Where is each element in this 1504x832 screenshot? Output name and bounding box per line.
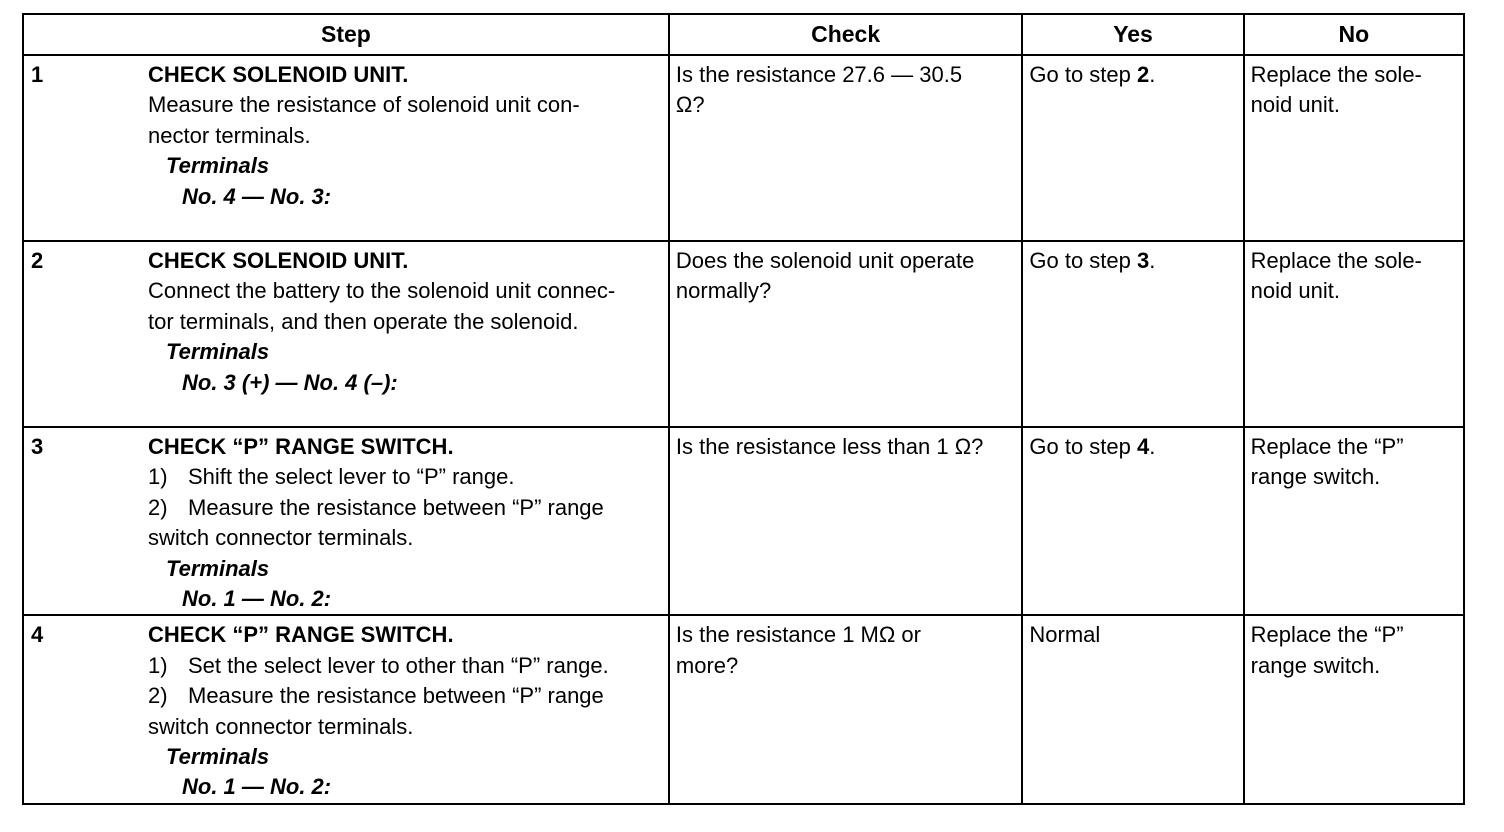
- terminals-value: No. 1 — No. 2:: [182, 774, 332, 800]
- no-text: Replace the “P”: [1250, 434, 1404, 459]
- no-text: noid unit.: [1250, 92, 1340, 118]
- no-text: Replace the sole-: [1250, 248, 1422, 273]
- no-text: Replace the “P”: [1250, 622, 1404, 648]
- table-row: [23, 427, 1464, 615]
- table-row: [23, 55, 1464, 241]
- diagnostic-table: [22, 13, 1465, 805]
- step-cell: [23, 241, 669, 427]
- yes-cell: [1022, 241, 1243, 427]
- check-text: normally?: [675, 278, 772, 304]
- no-text: Replace the sole-: [1250, 62, 1422, 87]
- terminals-label: Terminals: [166, 153, 270, 179]
- yes-cell: [1022, 55, 1243, 241]
- header-step: Step: [23, 14, 669, 55]
- header-check: Check: [669, 14, 1022, 55]
- check-text: Is the resistance 27.6 — 30.5: [675, 62, 963, 87]
- list-item: 2) Measure the resistance between “P” range: [148, 494, 604, 520]
- check-cell: [669, 615, 1022, 803]
- check-text: Is the resistance 1 MΩ or: [675, 622, 921, 648]
- table-row: [23, 615, 1464, 803]
- check-text: more?: [675, 652, 739, 678]
- step-cell: [23, 55, 669, 241]
- no-cell: [1244, 55, 1464, 241]
- step-number: 3: [31, 434, 44, 459]
- no-text: noid unit.: [1250, 278, 1340, 304]
- step-number: 4: [31, 622, 44, 648]
- step-text: Connect the battery to the solenoid unit connec-: [148, 278, 616, 304]
- step-title: CHECK “P” RANGE SWITCH.: [148, 622, 454, 648]
- step-title: CHECK SOLENOID UNIT.: [148, 248, 409, 273]
- no-text: range switch.: [1250, 652, 1381, 678]
- yes-text: Go to step 3.: [1029, 248, 1156, 273]
- terminals-value: No. 1 — No. 2:: [182, 586, 332, 612]
- step-text: Measure the resistance of solenoid unit con-: [148, 92, 580, 118]
- yes-step-link: 4: [1137, 434, 1150, 459]
- header-no: No: [1244, 14, 1464, 55]
- terminals-label: Terminals: [166, 744, 270, 770]
- yes-step-link: 2: [1137, 62, 1150, 87]
- table-header-row: [23, 14, 1464, 55]
- step-number: 2: [31, 248, 44, 273]
- yes-text: Normal: [1029, 622, 1101, 648]
- check-text: Ω?: [675, 92, 705, 118]
- step-text: nector terminals.: [148, 122, 311, 148]
- terminals-value: No. 4 — No. 3:: [182, 183, 332, 209]
- step-number: 1: [31, 62, 44, 87]
- list-item: 1) Shift the select lever to “P” range.: [148, 464, 515, 490]
- no-cell: [1244, 241, 1464, 427]
- step-cell: [23, 427, 669, 615]
- yes-cell: [1022, 615, 1243, 803]
- yes-step-link: 3: [1137, 248, 1150, 273]
- yes-text: Go to step 2.: [1029, 62, 1156, 87]
- yes-cell: [1022, 427, 1243, 615]
- terminals-value: No. 3 (+) — No. 4 (–):: [182, 369, 398, 395]
- check-text: Does the solenoid unit operate: [675, 248, 975, 273]
- terminals-label: Terminals: [166, 555, 270, 581]
- header-yes: Yes: [1022, 14, 1243, 55]
- terminals-label: Terminals: [166, 339, 270, 365]
- step-title: CHECK SOLENOID UNIT.: [148, 62, 409, 87]
- step-title: CHECK “P” RANGE SWITCH.: [148, 434, 454, 459]
- no-cell: [1244, 615, 1464, 803]
- step-text: switch connector terminals.: [148, 713, 414, 739]
- check-text: Is the resistance less than 1 Ω?: [675, 434, 984, 459]
- step-cell: [23, 615, 669, 803]
- table-row: [23, 241, 1464, 427]
- list-item: 1) Set the select lever to other than “P” range.: [148, 652, 609, 678]
- check-cell: [669, 241, 1022, 427]
- list-item: 2) Measure the resistance between “P” range: [148, 683, 604, 709]
- no-cell: [1244, 427, 1464, 615]
- check-cell: [669, 55, 1022, 241]
- no-text: range switch.: [1250, 464, 1381, 490]
- yes-text: Go to step 4.: [1029, 434, 1156, 459]
- step-text: switch connector terminals.: [148, 525, 414, 551]
- step-text: tor terminals, and then operate the solenoid.: [148, 308, 579, 334]
- check-cell: [669, 427, 1022, 615]
